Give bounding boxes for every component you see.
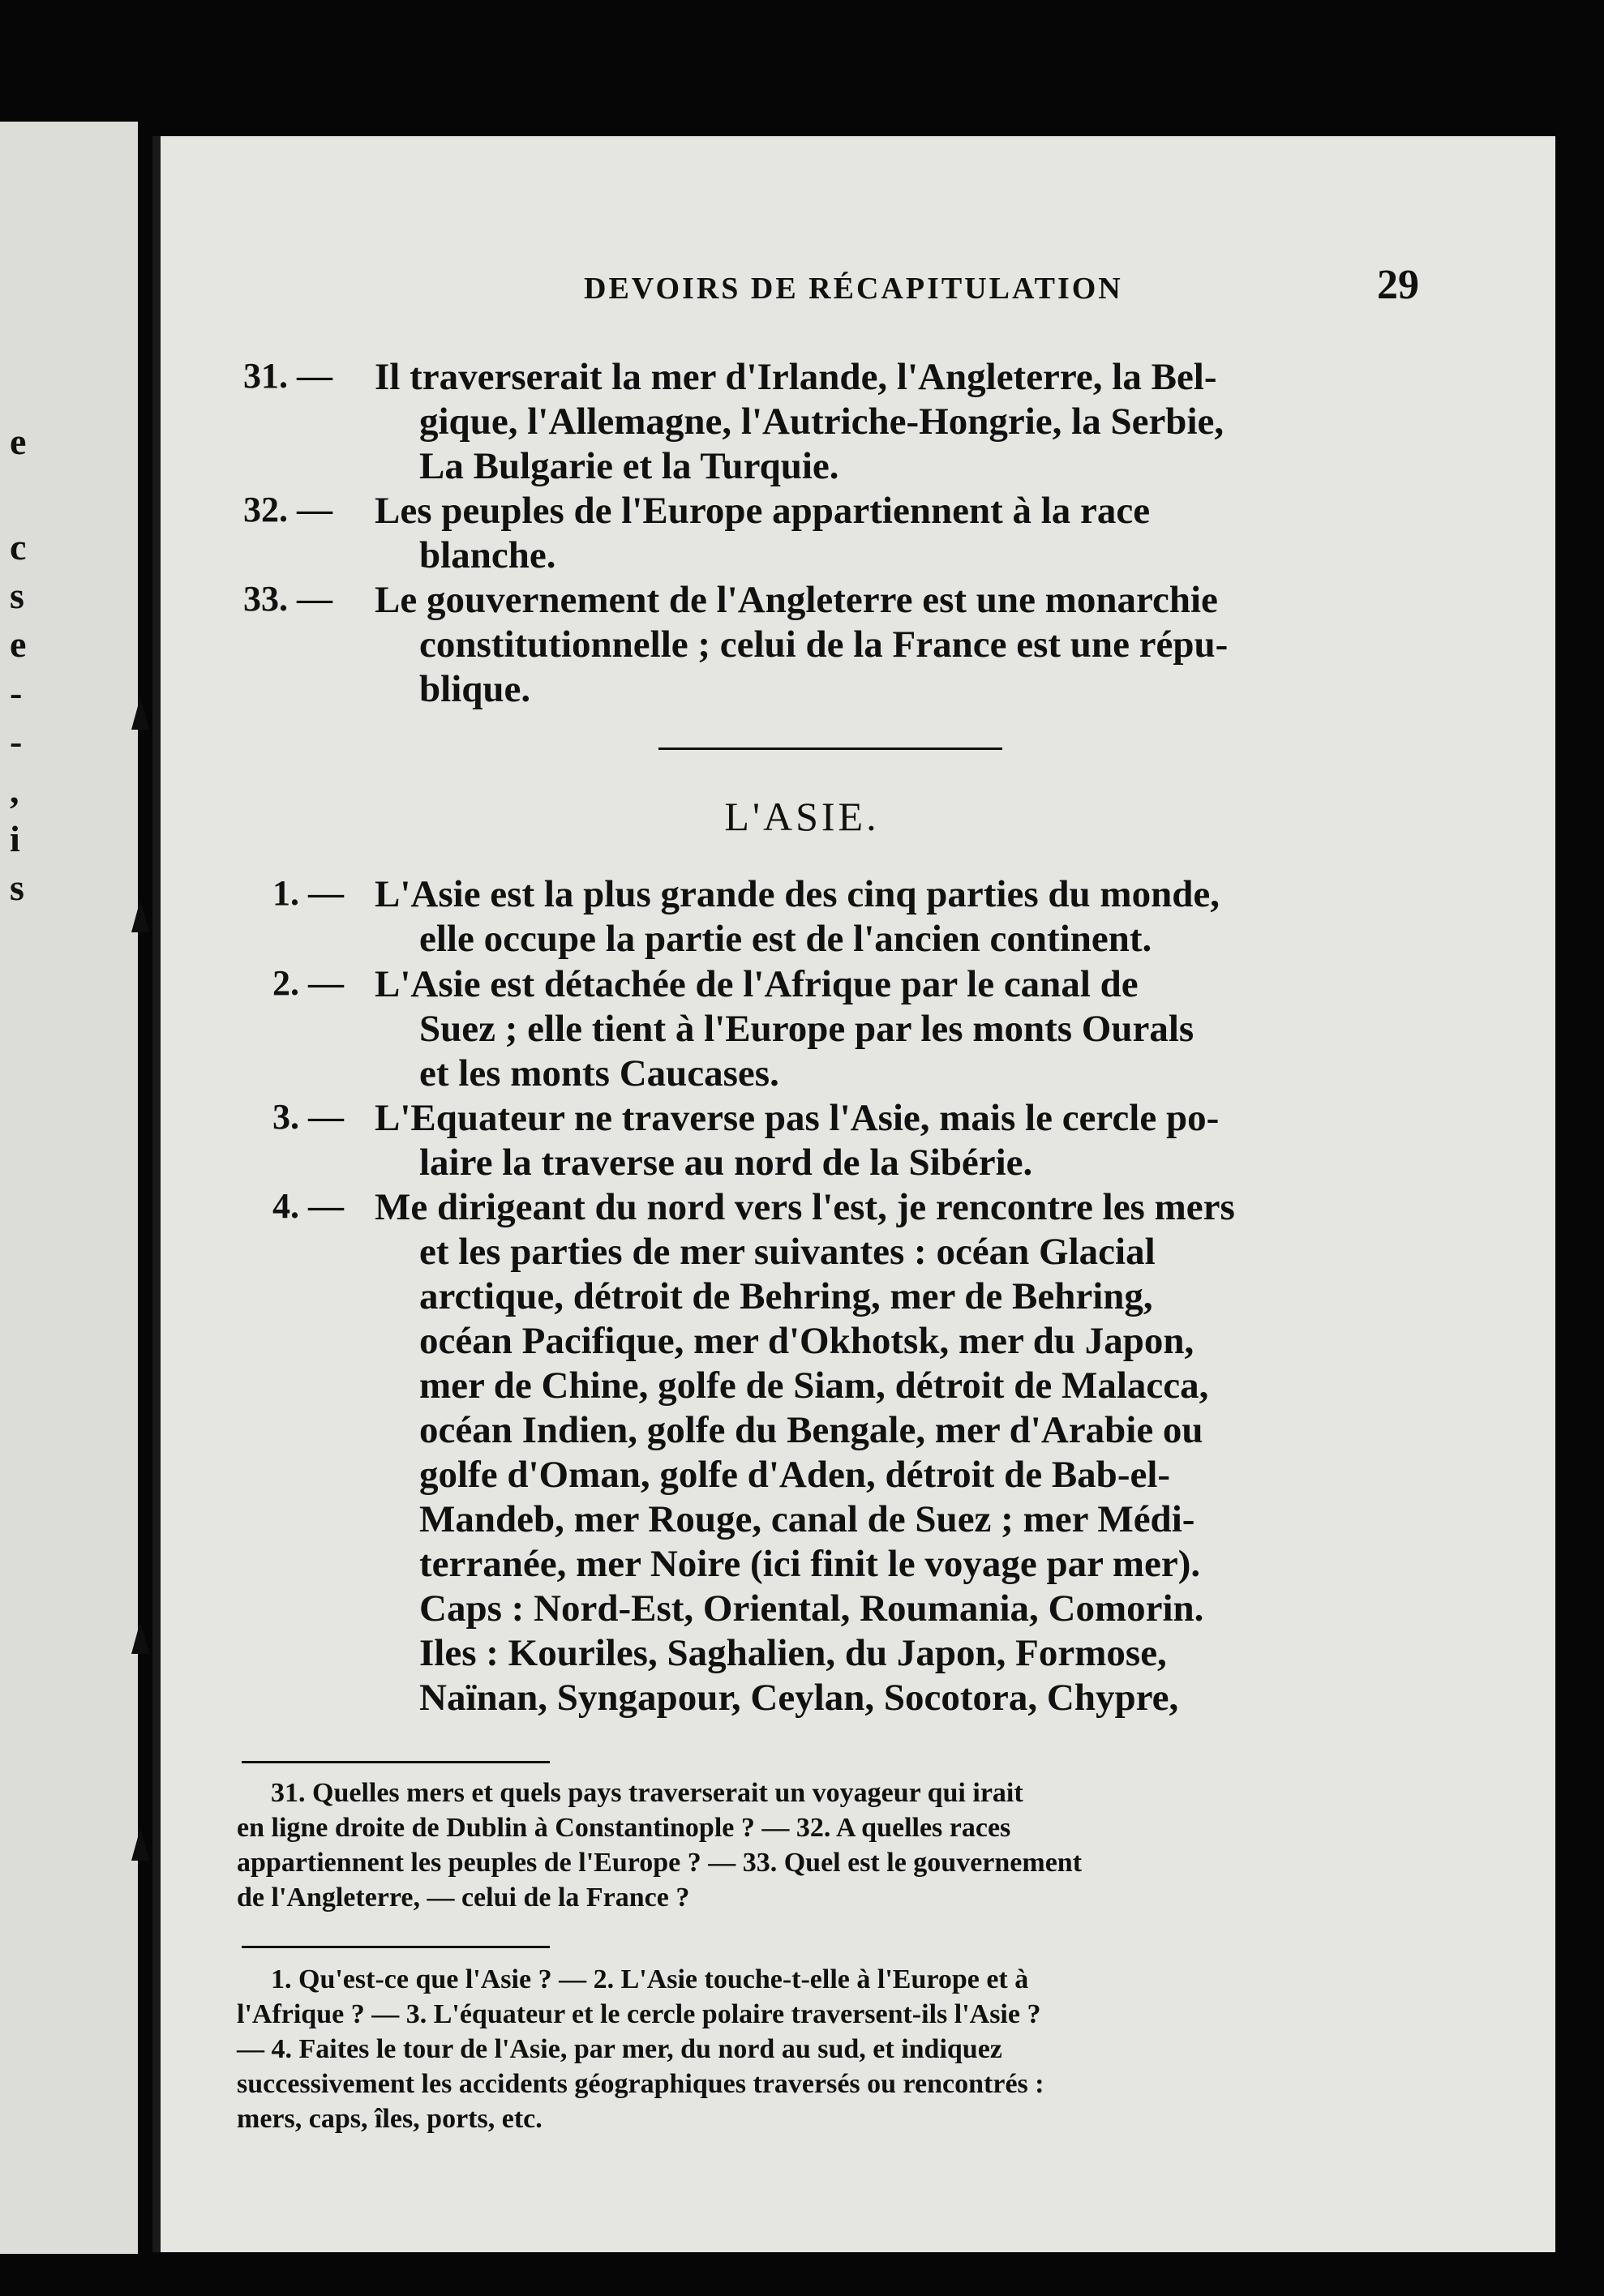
- margin-letter: s: [10, 867, 24, 908]
- entry-line: Les peuples de l'Europe appartiennent à la race: [375, 490, 1151, 532]
- entry-line: Iles : Kouriles, Saghalien, du Japon, Formose,: [419, 1632, 1167, 1674]
- entry-line: Me dirigeant du nord vers l'est, je rencontre les mers: [375, 1186, 1235, 1228]
- margin-letter: ,: [10, 769, 19, 811]
- entry-line: La Bulgarie et la Turquie.: [419, 445, 839, 487]
- entry-line: Le gouvernement de l'Angleterre est une monarchie: [375, 579, 1218, 621]
- entry-line: Caps : Nord-Est, Oriental, Roumania, Comorin.: [419, 1587, 1204, 1630]
- entry-line: mer de Chine, golfe de Siam, détroit de Malacca,: [419, 1364, 1209, 1407]
- entry-line: L'Equateur ne traverse pas l'Asie, mais le cercle po-: [375, 1097, 1220, 1139]
- entry-line: gique, l'Allemagne, l'Autriche-Hongrie, la Serbie,: [419, 401, 1224, 443]
- entry-line: arctique, détroit de Behring, mer de Behring,: [419, 1275, 1153, 1317]
- footnote-line: 1. Qu'est-ce que l'Asie ? — 2. L'Asie touche-t-elle à l'Europe et à: [271, 1964, 1029, 1994]
- entry-line: Suez ; elle tient à l'Europe par les monts Ourals: [419, 1008, 1194, 1050]
- entry-line: blanche.: [419, 534, 556, 576]
- footnote-line: successivement les accidents géographiques traversés ou rencontrés :: [237, 2069, 1044, 2099]
- margin-letter: -: [10, 672, 23, 713]
- answer-3: [243, 1096, 1427, 1185]
- footnote-line: l'Afrique ? — 3. L'équateur et le cercle polaire traversent-ils l'Asie ?: [237, 1999, 1041, 2029]
- section-title: L'ASIE.: [724, 794, 880, 839]
- margin-letter: -: [10, 721, 23, 762]
- entry-number: 33. —: [243, 579, 332, 619]
- answer-1: [243, 872, 1427, 962]
- running-header: [422, 262, 1419, 316]
- margin-letter: e: [10, 623, 27, 665]
- entry-line: terranée, mer Noire (ici finit le voyage par mer).: [419, 1543, 1201, 1585]
- margin-letter: c: [10, 526, 27, 568]
- entry-number: 32. —: [243, 490, 332, 529]
- entry-line: océan Pacifique, mer d'Okhotsk, mer du Japon,: [419, 1320, 1194, 1362]
- entry-number: 1. —: [272, 873, 344, 913]
- entry-line: golfe d'Oman, golfe d'Aden, détroit de Bab-el-: [419, 1454, 1171, 1496]
- footnote-line: 31. Quelles mers et quels pays traverserait un voyageur qui irait: [271, 1778, 1023, 1808]
- footnote-line: appartiennent les peuples de l'Europe ? — 33. Quel est le gouvernement: [237, 1848, 1083, 1878]
- page-number: 29: [1377, 262, 1419, 308]
- footnote-line: — 4. Faites le tour de l'Asie, par mer, du nord au sud, et indiquez: [237, 2034, 1002, 2064]
- entry-line: laire la traverse au nord de la Sibérie.: [419, 1142, 1033, 1184]
- entry-line: L'Asie est détachée de l'Afrique par le canal de: [375, 963, 1139, 1005]
- entry-number: 31. —: [243, 356, 332, 396]
- footnote-rule: [242, 1946, 550, 1948]
- answer-31: [243, 355, 1427, 489]
- footnote-questions-31-33: [237, 1776, 1413, 1915]
- entry-line: constitutionnelle ; celui de la France est une répu-: [419, 623, 1229, 666]
- entry-line: Naïnan, Syngapour, Ceylan, Socotora, Chypre,: [419, 1677, 1179, 1719]
- entry-line: océan Indien, golfe du Bengale, mer d'Arabie ou: [419, 1409, 1203, 1451]
- margin-letter: i: [10, 818, 20, 859]
- footnote-line: de l'Angleterre, — celui de la France ?: [237, 1883, 690, 1913]
- entry-line: L'Asie est la plus grande des cinq parties du monde,: [375, 873, 1220, 915]
- entry-line: Mandeb, mer Rouge, canal de Suez ; mer Médi-: [419, 1498, 1195, 1540]
- section-divider: [658, 747, 1002, 750]
- footnote-line: mers, caps, îles, ports, etc.: [237, 2104, 543, 2134]
- answer-4: [243, 1185, 1427, 1720]
- footnote-questions-asie: [237, 1962, 1413, 2136]
- margin-letter: s: [10, 575, 24, 616]
- entry-line: Il traverserait la mer d'Irlande, l'Angleterre, la Bel-: [375, 356, 1217, 398]
- entry-line: et les monts Caucases.: [419, 1052, 779, 1094]
- entry-line: blique.: [419, 668, 531, 710]
- answer-33: [243, 578, 1427, 712]
- answer-32: [243, 489, 1427, 578]
- footnote-line: en ligne droite de Dublin à Constantinople ? — 32. A quelles races: [237, 1813, 1011, 1843]
- footnote-rule: [242, 1761, 550, 1763]
- entry-number: 2. —: [272, 963, 344, 1003]
- entry-number: 4. —: [272, 1186, 344, 1226]
- facing-page-edge: [0, 122, 138, 2254]
- running-title: DEVOIRS DE RÉCAPITULATION: [584, 272, 1123, 306]
- entry-line: elle occupe la partie est de l'ancien continent.: [419, 918, 1152, 960]
- entry-number: 3. —: [272, 1097, 344, 1137]
- answer-2: [243, 962, 1427, 1096]
- margin-letter: e: [10, 421, 27, 462]
- entry-line: et les parties de mer suivantes : océan Glacial: [419, 1231, 1156, 1273]
